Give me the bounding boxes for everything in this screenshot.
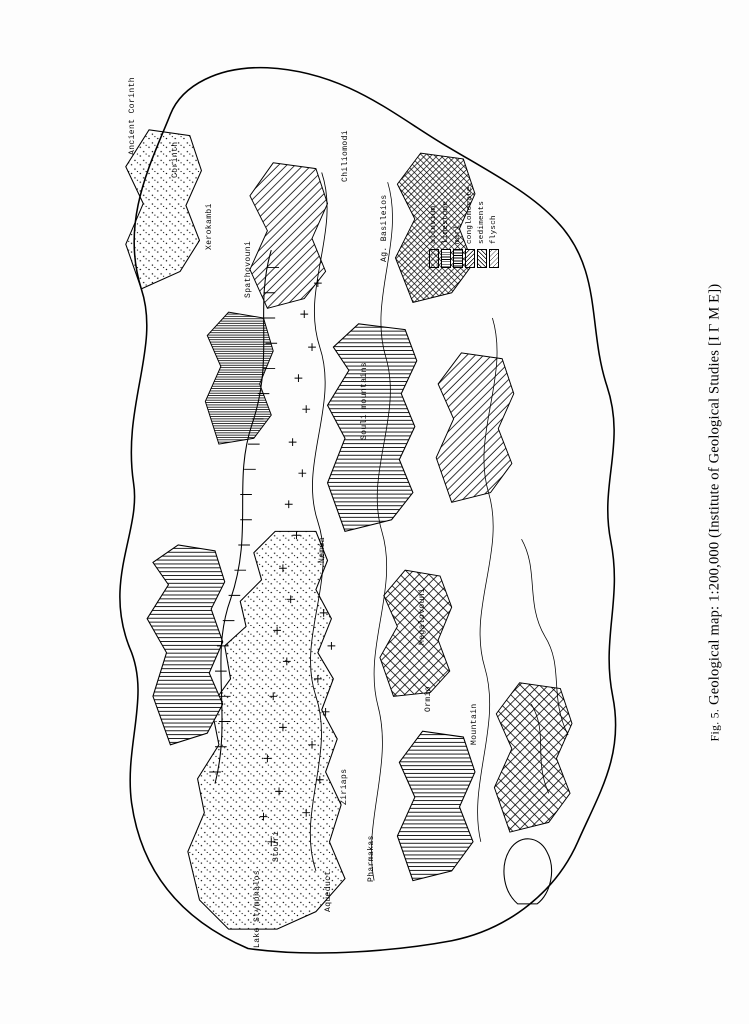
map-label: Corinth bbox=[171, 141, 180, 178]
map-label: Megalovouni bbox=[418, 587, 427, 645]
legend-swatch-alluvium-icon bbox=[429, 249, 439, 268]
legend-label: alluvium bbox=[429, 205, 438, 244]
map-label: Pharmakas bbox=[367, 835, 376, 882]
map-label: Souli mountains bbox=[360, 361, 369, 440]
map-label: Spathovouni bbox=[244, 240, 253, 298]
map-label: Ormio bbox=[424, 685, 433, 712]
legend-item-alluvium bbox=[428, 148, 439, 268]
legend-swatch-sediments-icon bbox=[477, 249, 487, 268]
legend-item-sediments bbox=[476, 148, 487, 268]
map-legend bbox=[428, 148, 500, 268]
legend-item-limestone bbox=[440, 148, 451, 268]
figure-caption bbox=[695, 0, 735, 1024]
legend-swatch-marl-icon bbox=[453, 249, 463, 268]
legend-item-marl bbox=[452, 148, 463, 268]
legend-swatch-flysch-icon bbox=[489, 249, 499, 268]
legend-swatch-conglomerate-icon bbox=[465, 249, 475, 268]
legend-label: marl bbox=[453, 224, 462, 244]
figure-caption-text: Geological map: 1:200,000 (Institute of Geological Studies [I Γ M E]) bbox=[706, 283, 723, 705]
legend-item-flysch bbox=[488, 148, 499, 268]
map-label: Nemea bbox=[318, 536, 327, 563]
legend-swatch-limestone-icon bbox=[441, 249, 451, 268]
map-label: Lake Stymphalos bbox=[253, 869, 262, 948]
figure-caption-prefix: Fig. 5. bbox=[709, 708, 722, 741]
map-label: Aqueduct bbox=[324, 870, 333, 912]
map-label: Mountain bbox=[470, 703, 479, 745]
map-geology-polygons bbox=[120, 68, 616, 953]
legend-label: limestone bbox=[441, 200, 450, 244]
map-label: Ancient Corinth bbox=[128, 76, 137, 155]
legend-label: flysch bbox=[489, 215, 498, 244]
map-label: Ziriaps bbox=[340, 768, 349, 805]
map-label: Ag. Basileios bbox=[380, 194, 389, 262]
legend-item-conglomerate bbox=[464, 148, 475, 268]
map-label: Stouri bbox=[272, 830, 281, 862]
legend-label: sediments bbox=[477, 200, 486, 244]
map-label: Chiliomodi bbox=[341, 129, 350, 182]
legend-label: conglomerate bbox=[465, 186, 474, 244]
map-label: Xerokambi bbox=[205, 203, 214, 250]
